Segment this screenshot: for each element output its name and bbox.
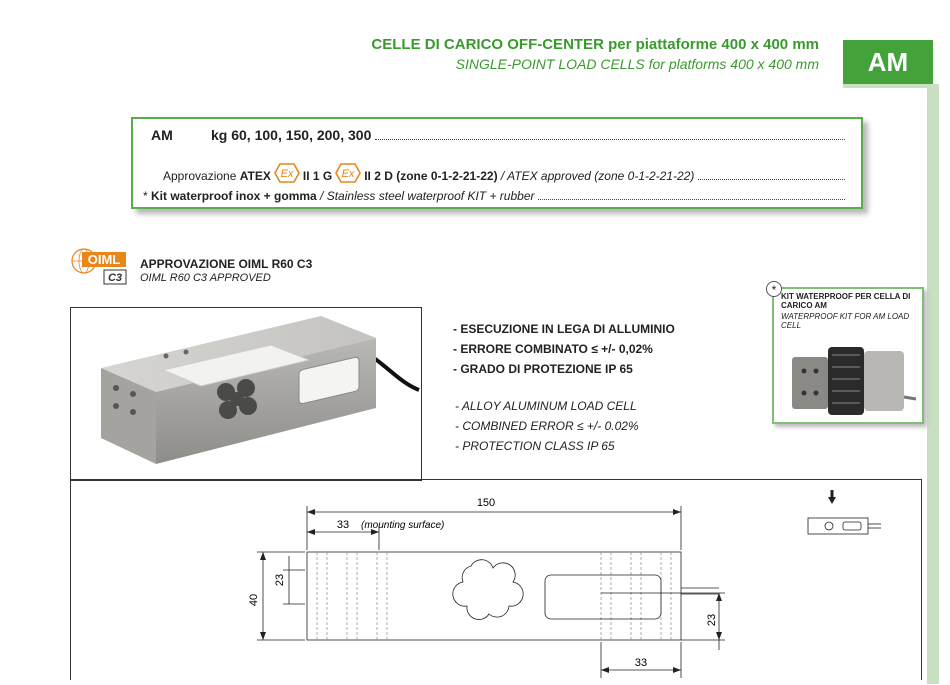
dim-right-mount: 33 <box>634 657 648 669</box>
order-line-capacities <box>151 127 851 143</box>
kit-subtitle: WATERPROOF KIT FOR AM LOAD CELL <box>781 312 910 330</box>
load-cell-photo <box>70 307 422 481</box>
leader-dots <box>538 198 845 200</box>
kit-it: Kit waterproof inox + gomma <box>151 189 317 203</box>
dim-height: 40 <box>248 593 260 607</box>
order-model: AM <box>151 127 173 143</box>
page-subtitle: SINGLE-POINT LOAD CELLS for platforms 400 x 400 mm <box>455 56 819 72</box>
order-line-kit <box>143 189 851 203</box>
feature-en: - PROTECTION CLASS IP 65 <box>455 439 615 453</box>
feature-it: - ERRORE COMBINATO ≤ +/- 0,02% <box>453 342 653 356</box>
header-rule <box>843 84 939 88</box>
dim-length: 150 <box>476 497 496 509</box>
leader-dots <box>375 138 845 140</box>
feature-it: - GRADO DI PROTEZIONE IP 65 <box>453 362 633 376</box>
order-line-approval <box>163 163 851 183</box>
feature-it: - ESECUZIONE IN LEGA DI ALLUMINIO <box>453 322 675 336</box>
feature-en: - ALLOY ALUMINUM LOAD CELL <box>455 399 637 413</box>
oiml-class: C3 <box>107 272 123 284</box>
cell-outline <box>307 552 681 640</box>
atex-ex-icon <box>335 163 361 183</box>
oiml-title: APPROVAZIONE OIML R60 C3 <box>140 257 313 271</box>
load-arrow-icon <box>828 497 836 504</box>
oiml-subtitle: OIML R60 C3 APPROVED <box>140 272 271 284</box>
technical-drawing <box>70 479 922 680</box>
zone-2: II 2 D (zone 0-1-2-21-22) <box>364 169 498 183</box>
features-it <box>453 319 675 379</box>
dim-mount-note: (mounting surface) <box>361 520 445 531</box>
atex-ex-icon <box>274 163 300 183</box>
dim-right-hole: 23 <box>706 613 718 627</box>
kit-star: * <box>143 189 148 203</box>
dim-left-hole: 23 <box>274 573 286 587</box>
zone-1: II 1 G <box>302 169 333 183</box>
kit-star-badge: * <box>766 281 782 297</box>
order-capacities: kg 60, 100, 150, 200, 300 <box>211 127 372 143</box>
approval-prefix: Approvazione <box>163 169 237 183</box>
dim-mount: 33 <box>336 519 350 531</box>
leader-dots <box>698 178 845 180</box>
svg-text:Ex: Ex <box>341 168 355 180</box>
atex-label: ATEX <box>239 169 271 183</box>
page-title: CELLE DI CARICO OFF-CENTER per piattaforme 400 x 400 mm <box>371 36 819 53</box>
side-rule <box>927 84 939 684</box>
features-en <box>455 396 639 456</box>
model-badge: AM <box>843 40 933 84</box>
svg-text:Ex: Ex <box>280 168 294 180</box>
kit-title: KIT WATERPROOF PER CELLA DI CARICO AM <box>781 292 911 310</box>
order-box <box>131 117 863 209</box>
approval-en: / ATEX approved (zone 0-1-2-21-22) <box>500 169 695 183</box>
oiml-logo-icon <box>70 245 130 289</box>
oiml-logo-text: OIML <box>87 252 121 267</box>
kit-en: / Stainless steel waterproof KIT + rubber <box>320 189 535 203</box>
feature-en: - COMBINED ERROR ≤ +/- 0.02% <box>455 419 639 433</box>
